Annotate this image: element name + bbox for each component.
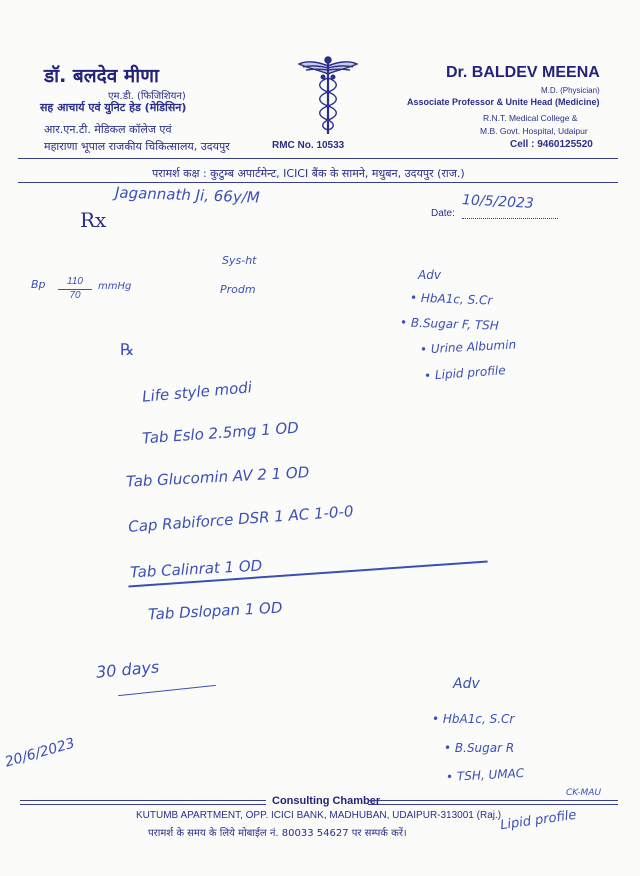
college-line1-english: R.N.T. Medical College & — [483, 113, 578, 123]
advice-bottom-item: • HbA1c, S.Cr — [432, 712, 515, 726]
footer-rule-right — [368, 800, 618, 801]
date-label: Date: — [431, 208, 455, 219]
advice-bottom-item: • TSH, UMAC — [445, 765, 525, 785]
rx-handwritten-symbol: ℞ — [120, 340, 135, 359]
bp-diastolic: 70 — [69, 289, 81, 301]
medication-line: Tab Dslopan 1 OD — [147, 598, 283, 624]
bp-systolic: 110 — [58, 276, 92, 290]
advice-item: • HbA1c, S.Cr — [409, 290, 493, 308]
medication-line-struck: Tab Calinrat 1 OD — [129, 556, 263, 582]
contact-phone-note: परामर्श के समय के लिये मोबाईल नं. 80033 54627 पर सम्पर्क करें। — [148, 828, 407, 839]
header-divider-top — [18, 158, 618, 159]
footer-rule-left-2 — [20, 804, 266, 805]
doctor-name-hindi: डॉ. बलदेव मीणा — [44, 65, 159, 87]
caduceus-icon — [297, 56, 359, 136]
advice-bottom-heading: Adv — [453, 676, 480, 692]
doctor-designation-hindi: सह आचार्य एवं युनिट हेड (मेडिसिन) — [40, 101, 187, 114]
bp-label: Bp — [31, 278, 46, 291]
doctor-degree-hindi: एम.डी. (फिजिशियन) — [108, 91, 186, 102]
treatment-duration: 30 days — [95, 657, 160, 682]
rx-symbol: Rx — [80, 208, 107, 232]
medication-line: Tab Glucomin AV 2 1 OD — [125, 463, 310, 491]
consulting-chamber-title: Consulting Chamber — [272, 795, 381, 807]
college-line2-english: M.B. Govt. Hospital, Udaipur — [480, 126, 588, 136]
system-note-1: Sys-ht — [222, 254, 257, 267]
advice-item: • Urine Albumin — [419, 337, 517, 357]
doctor-degree-english: M.D. (Physician) — [541, 86, 600, 95]
advice-bottom-item: • B.Sugar R — [444, 741, 515, 755]
medication-line: Cap Rabiforce DSR 1 AC 1-0-0 — [127, 502, 355, 536]
system-note-2: Prodm — [220, 283, 256, 296]
chamber-address: KUTUMB APARTMENT, OPP. ICICI BANK, MADHUBAN, UDAIPUR-313001 (Raj.) — [136, 810, 502, 821]
bp-reading — [58, 276, 92, 302]
doctor-cell-number: Cell : 9460125520 — [510, 139, 593, 150]
medication-line: Life style modi — [141, 378, 253, 406]
doctor-name-english: Dr. BALDEV MEENA — [446, 64, 600, 81]
doctor-designation-english: Associate Professor & Unite Head (Medicine) — [407, 97, 600, 107]
college-line2-hindi: महाराणा भूपाल राजकीय चिकित्सालय, उदयपुर — [44, 140, 230, 153]
duration-underline — [118, 685, 216, 696]
consult-room-address: परामर्श कक्ष : कुटुम्ब अपार्टमेन्ट, ICICI बैंक के सामने, मधुबन, उदयपुर (राज.) — [152, 167, 465, 180]
advice-bottom-item: CK-MAU — [566, 788, 602, 798]
visit-date-handwritten: 10/5/2023 — [461, 192, 535, 212]
advice-heading: Adv — [418, 268, 441, 282]
advice-item: • B.Sugar F, TSH — [399, 315, 500, 333]
rmc-number: RMC No. 10533 — [272, 140, 345, 151]
advice-bottom-item: Lipid profile — [499, 807, 578, 834]
advice-item: • Lipid profile — [423, 363, 507, 383]
footer-rule-right-2 — [368, 804, 618, 805]
college-line1-hindi: आर.एन.टी. मेडिकल कॉलेज एवं — [44, 123, 172, 136]
date-underline — [462, 218, 558, 219]
header-divider-bottom — [18, 182, 618, 183]
bp-unit: mmHg — [98, 281, 132, 292]
follow-up-date: 20/6/2023 — [3, 735, 77, 771]
patient-name-handwritten: Jagannath Ji, 66y/M — [114, 183, 261, 207]
footer-rule-left — [20, 800, 266, 801]
medication-line: Tab Eslo 2.5mg 1 OD — [141, 418, 300, 448]
